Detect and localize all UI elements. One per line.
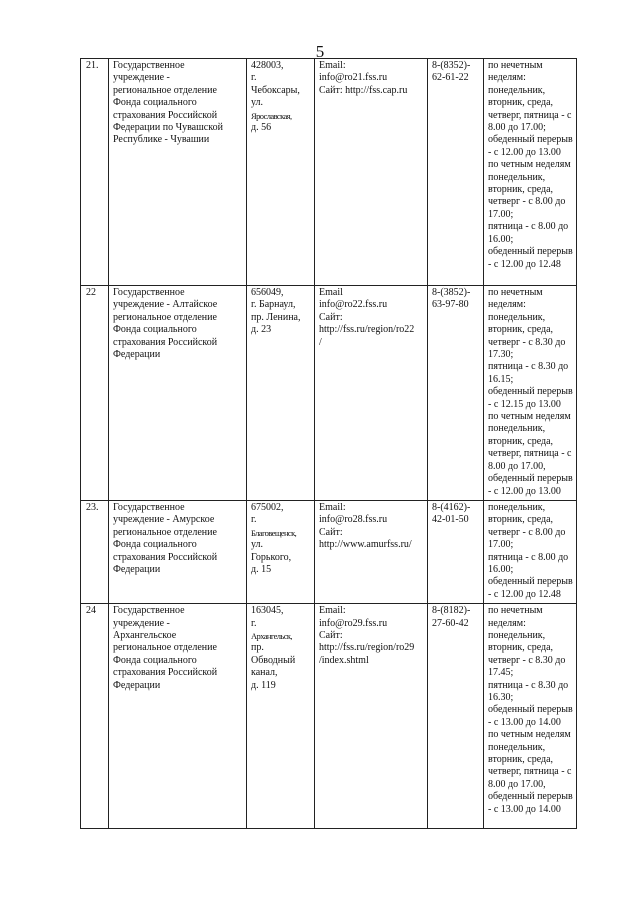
institution-name-cell [109, 604, 247, 829]
working-hours-line: по нечетным [488, 287, 543, 298]
working-hours-line: пятница - с 8.30 до [488, 361, 569, 373]
working-hours-line: по четным неделям [488, 159, 571, 171]
working-hours-line: 8.00 до 17.00, [488, 460, 546, 472]
institution-name-line: Архангельское [113, 629, 177, 641]
institution-name-cell [109, 500, 247, 603]
working-hours-line: 16.30; [488, 692, 514, 703]
institution-name-line: Федерации [113, 563, 161, 575]
working-hours-line: вторник, среда, [488, 514, 554, 526]
contact-info-line: http://www.amurfss.ru/ [319, 539, 412, 551]
postal-address-line: Благовещенск, [251, 527, 297, 538]
contact-info-line: Сайт: [319, 629, 343, 641]
contact-info-line: Email: [319, 605, 346, 617]
contact-info-line: info@ro22.fss.ru [319, 299, 388, 311]
working-hours-line: - с 13.00 до 14.00 [488, 716, 561, 728]
row-number-cell: 24 [81, 604, 109, 829]
postal-address-line: пр. [251, 642, 264, 654]
institution-name-line: Фонда социального [113, 539, 197, 551]
working-hours-line: четверг - с 8.30 до [488, 654, 566, 666]
working-hours-line: обеденный перерыв [488, 246, 573, 258]
table-row [81, 59, 577, 286]
working-hours-line: - с 12.15 до 13.00 [488, 398, 561, 410]
postal-address-line: г. [251, 514, 257, 526]
working-hours-line: пятница - с 8.00 до [488, 221, 569, 233]
postal-address-line: д. 23 [251, 324, 272, 336]
institution-name-line: страхования Российской [113, 551, 218, 563]
working-hours-line: четверг, пятница - с [488, 766, 572, 778]
working-hours-line: вторник, среда, [488, 97, 554, 109]
working-hours-line: по нечетным [488, 605, 543, 617]
branch-offices-table [80, 58, 577, 829]
postal-address-cell [247, 604, 315, 829]
institution-name-line: региональное отделение [113, 311, 217, 323]
postal-address-line: д. 119 [251, 679, 276, 691]
phone-number-cell [428, 59, 484, 286]
postal-address-line: 656049, [251, 287, 284, 298]
institution-name-line: Фонда социального [113, 97, 197, 109]
table-row [81, 500, 577, 603]
institution-name-line: учреждение - [113, 617, 170, 629]
contact-info-line: Email: [319, 501, 346, 513]
working-hours-line: обеденный перерыв [488, 791, 573, 803]
contact-info-line: / [319, 336, 322, 348]
working-hours-line: неделям: [488, 617, 526, 629]
institution-name-line: Фонда социального [113, 324, 197, 336]
postal-address-line: Горького, [251, 551, 292, 563]
institution-name-line: региональное отделение [113, 84, 217, 96]
working-hours-line: вторник, среда, [488, 324, 554, 336]
working-hours-line: 8.00 до 17.00; [488, 122, 546, 134]
institution-name-line: Республике - Чувашии [113, 134, 210, 146]
phone-number-line: 42-01-50 [432, 514, 469, 526]
postal-address-line: ул. [251, 97, 264, 109]
working-hours-line: обеденный перерыв [488, 473, 573, 485]
row-number-cell: 21. [81, 59, 109, 286]
working-hours-line: - с 12.00 до 13.00 [488, 146, 561, 158]
contact-info-line: Сайт: [319, 526, 343, 538]
postal-address-line: пр. Ленина, [251, 311, 301, 323]
postal-address-line: Архангельск, [251, 630, 292, 641]
working-hours-line: понедельник, [488, 629, 546, 641]
institution-name-line: Фонда социального [113, 654, 197, 666]
contact-info-line: Сайт: [319, 311, 343, 323]
working-hours-line: 17.45; [488, 667, 514, 679]
working-hours-line: четверг, пятница - с [488, 448, 572, 460]
phone-number-line: 62-61-22 [432, 72, 469, 84]
postal-address-line: 163045, [251, 605, 284, 617]
institution-name-line: Государственное [113, 60, 185, 71]
institution-name-line: учреждение - [113, 72, 170, 84]
working-hours-line: по нечетным [488, 60, 543, 71]
working-hours-line: понедельник, [488, 423, 546, 435]
working-hours-line: 17.30; [488, 349, 514, 361]
institution-name-line: Федерации по Чувашской [113, 122, 223, 134]
working-hours-line: вторник, среда, [488, 754, 554, 766]
postal-address-line: 675002, [251, 501, 284, 513]
phone-number-line: 8-(8352)- [432, 60, 471, 71]
postal-address-line: г. [251, 72, 257, 84]
contact-info-line: info@ro29.fss.ru [319, 617, 388, 629]
working-hours-line: - с 12.00 до 12.48 [488, 588, 561, 600]
postal-address-line: Ярославская, [251, 110, 292, 121]
working-hours-line: неделям: [488, 72, 526, 84]
postal-address-line: Обводный [251, 654, 296, 666]
contact-info-line: Email [319, 287, 343, 298]
working-hours-line: четверг - с 8.30 до [488, 336, 566, 348]
postal-address-line: канал, [251, 667, 278, 679]
working-hours-line: понедельник, [488, 171, 546, 183]
working-hours-line: по четным неделям [488, 411, 571, 423]
working-hours-line: четверг, пятница - с [488, 109, 572, 121]
postal-address-line: ул. [251, 539, 264, 551]
working-hours-line: обеденный перерыв [488, 576, 573, 588]
institution-name-cell [109, 59, 247, 286]
postal-address-line: г. [251, 617, 257, 629]
phone-number-cell [428, 604, 484, 829]
table-body [81, 59, 577, 829]
institution-name-line: Государственное [113, 287, 185, 298]
working-hours-line: пятница - с 8.30 до [488, 679, 569, 691]
postal-address-cell [247, 286, 315, 501]
postal-address-cell [247, 59, 315, 286]
working-hours-line: 16.00; [488, 563, 514, 575]
working-hours-line: по четным неделям [488, 729, 571, 741]
working-hours-line: обеденный перерыв [488, 386, 573, 398]
working-hours-line: понедельник, [488, 84, 546, 96]
contact-info-cell [315, 286, 428, 501]
institution-name-cell [109, 286, 247, 501]
working-hours-line: - с 12.00 до 13.00 [488, 485, 561, 497]
working-hours-line: 17.00; [488, 208, 514, 220]
page-number: 5 [315, 42, 325, 61]
working-hours-line: 16.00; [488, 233, 514, 245]
row-number-cell: 22 [81, 286, 109, 501]
phone-number-cell [428, 286, 484, 501]
working-hours-line: четверг - с 8.00 до [488, 526, 566, 538]
contact-info-line: Email: [319, 60, 346, 71]
phone-number-line: 63-97-80 [432, 299, 469, 311]
working-hours-line: - с 12.00 до 12.48 [488, 258, 561, 270]
working-hours-line: 16.15; [488, 373, 514, 385]
postal-address-line: Чебоксары, [251, 84, 300, 96]
working-hours-line: понедельник, [488, 311, 546, 323]
working-hours-cell [484, 500, 577, 603]
working-hours-line: 8.00 до 17.00, [488, 778, 546, 790]
contact-info-line: http://fss.ru/region/ro22 [319, 324, 415, 336]
row-number-cell: 23. [81, 500, 109, 603]
working-hours-line: - с 13.00 до 14.00 [488, 803, 561, 815]
postal-address-line: г. Барнаул, [251, 299, 296, 311]
contact-info-line: Сайт: http://fss.cap.ru [319, 84, 408, 96]
postal-address-line: д. 56 [251, 122, 272, 134]
working-hours-line: пятница - с 8.00 до [488, 551, 569, 563]
working-hours-cell [484, 604, 577, 829]
phone-number-line: 8-(3852)- [432, 287, 471, 298]
institution-name-line: региональное отделение [113, 526, 217, 538]
working-hours-line: 17.00; [488, 539, 514, 551]
institution-name-line: учреждение - Амурское [113, 514, 215, 526]
working-hours-cell [484, 59, 577, 286]
contact-info-cell [315, 59, 428, 286]
phone-number-line: 8-(8182)- [432, 605, 471, 617]
contact-info-cell [315, 500, 428, 603]
institution-name-line: региональное отделение [113, 642, 217, 654]
working-hours-line: обеденный перерыв [488, 134, 573, 146]
working-hours-line: обеденный перерыв [488, 704, 573, 716]
working-hours-line: понедельник, [488, 501, 546, 513]
institution-name-line: страхования Российской [113, 336, 218, 348]
institution-name-line: Государственное [113, 501, 185, 513]
contact-info-line: info@ro21.fss.ru [319, 72, 388, 84]
institution-name-line: страхования Российской [113, 109, 218, 121]
institution-name-line: Государственное [113, 605, 185, 617]
institution-name-line: Федерации [113, 679, 161, 691]
working-hours-line: вторник, среда, [488, 435, 554, 447]
working-hours-line: понедельник, [488, 741, 546, 753]
phone-number-line: 27-60-42 [432, 617, 469, 629]
working-hours-cell [484, 286, 577, 501]
working-hours-line: вторник, среда, [488, 642, 554, 654]
working-hours-line: четверг - с 8.00 до [488, 196, 566, 208]
contact-info-cell [315, 604, 428, 829]
table-row [81, 286, 577, 501]
contact-info-line: http://fss.ru/region/ro29 [319, 642, 415, 654]
working-hours-line: неделям: [488, 299, 526, 311]
postal-address-cell [247, 500, 315, 603]
institution-name-line: страхования Российской [113, 667, 218, 679]
postal-address-line: 428003, [251, 60, 284, 71]
contact-info-line: /index.shtml [319, 654, 369, 666]
phone-number-line: 8-(4162)- [432, 501, 471, 513]
table-row [81, 604, 577, 829]
working-hours-line: вторник, среда, [488, 184, 554, 196]
institution-name-line: Федерации [113, 349, 161, 361]
phone-number-cell [428, 500, 484, 603]
contact-info-line: info@ro28.fss.ru [319, 514, 388, 526]
postal-address-line: д. 15 [251, 563, 272, 575]
institution-name-line: учреждение - Алтайское [113, 299, 218, 311]
